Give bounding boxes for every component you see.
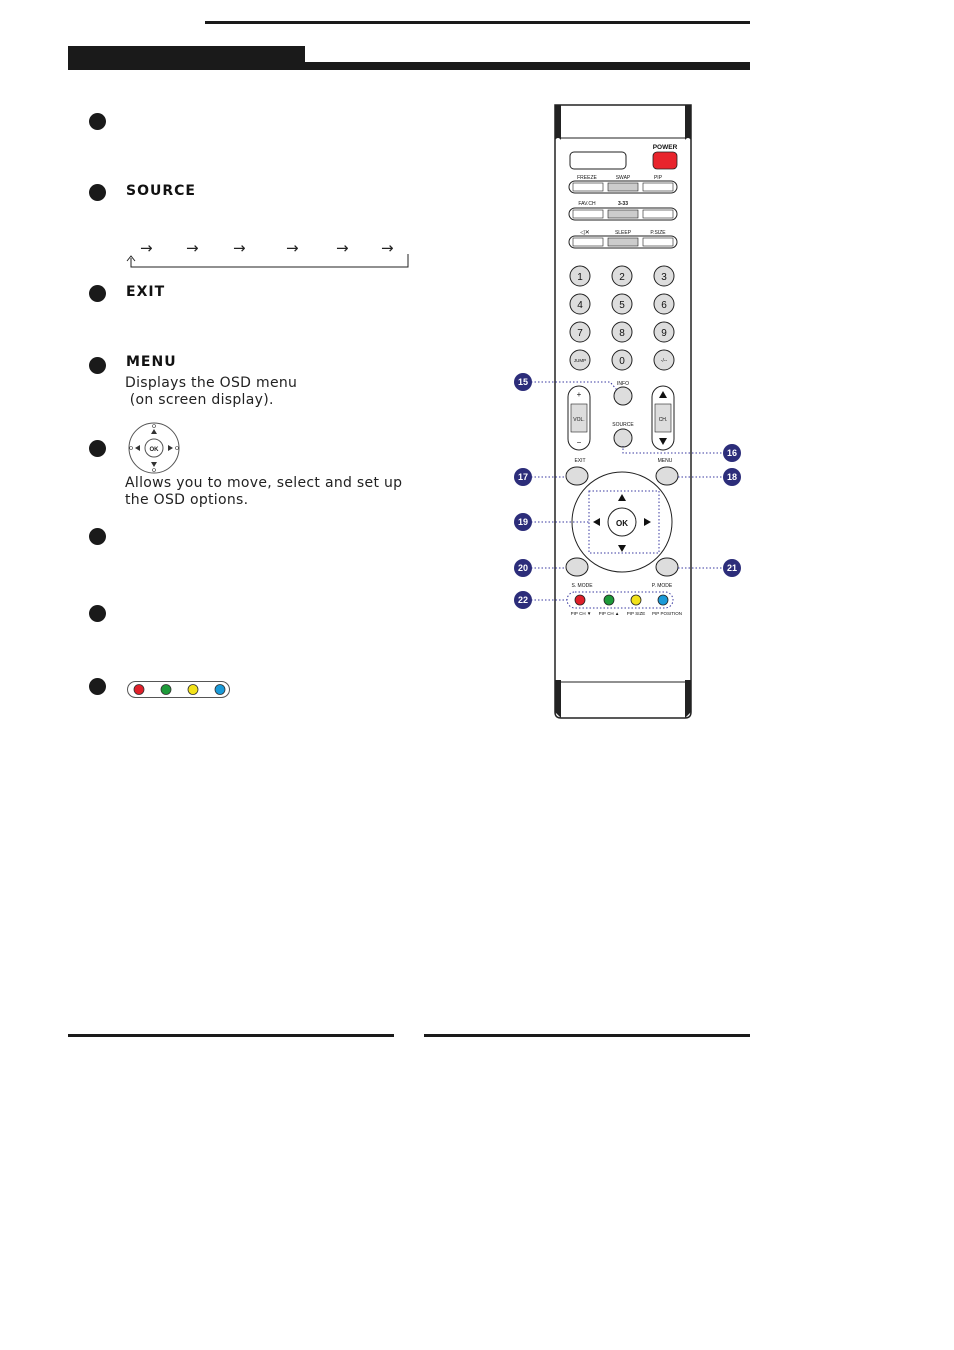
- nav-description-line-1: Allows you to move, select and set up: [125, 475, 403, 491]
- svg-text:PIP POSITION: PIP POSITION: [652, 611, 682, 616]
- nav-pad-ok-text: OK: [149, 447, 159, 453]
- remote-row1-label: FREEZE: [577, 175, 597, 181]
- item-bullet-4: [89, 357, 106, 374]
- remote-row3-label: SLEEP: [614, 230, 632, 236]
- item-title-exit: EXIT: [126, 284, 166, 300]
- menu-description-line-2: (on screen display).: [125, 392, 274, 408]
- remote-vol-text: VOL.: [573, 417, 585, 423]
- item-bullet-2: [89, 184, 106, 201]
- remote-control-illustration: [505, 100, 755, 725]
- item-bullet-3: [89, 285, 106, 302]
- remote-menu-text: MENU: [657, 458, 673, 464]
- footer-rule-left: [68, 1034, 394, 1037]
- svg-text:16: 16: [726, 448, 738, 458]
- remote-row2-label: FAV.CH: [578, 201, 596, 207]
- cycle-arrow: →: [233, 239, 246, 257]
- remote-source-text: SOURCE: [612, 422, 634, 428]
- remote-exit-text: EXIT: [574, 458, 586, 464]
- header-top-rule: [205, 21, 750, 24]
- svg-text:2: 2: [619, 272, 625, 283]
- svg-text:8: 8: [619, 328, 625, 339]
- nav-pad-icon: [126, 421, 182, 475]
- color-key-green-icon: [161, 685, 171, 695]
- remote-row1-label: PIP: [653, 175, 663, 181]
- svg-text:9: 9: [661, 328, 667, 339]
- remote-mute-icon: ◁✕: [580, 230, 590, 236]
- svg-text:17: 17: [517, 472, 529, 482]
- svg-text:15: 15: [517, 377, 529, 387]
- remote-info-button: [614, 387, 632, 405]
- remote-ch-text: CH.: [658, 417, 668, 423]
- svg-text:0: 0: [619, 356, 625, 367]
- remote-row3-label: P.SIZE: [650, 230, 666, 236]
- item-title-menu: MENU: [126, 354, 177, 370]
- remote-row1-label: SWAP: [615, 175, 631, 181]
- svg-text:18: 18: [726, 472, 738, 482]
- cycle-arrow: →: [286, 239, 299, 257]
- color-key-red-icon: [134, 685, 144, 695]
- svg-text:19: 19: [517, 517, 529, 527]
- cycle-arrow: →: [336, 239, 349, 257]
- remote-power-button: [653, 152, 677, 169]
- item-title-source: SOURCE: [126, 183, 196, 199]
- remote-smode-text: S. MODE: [571, 583, 593, 589]
- color-key-yellow-icon: [188, 685, 198, 695]
- item-bullet-1: [89, 113, 106, 130]
- nav-description-line-2: the OSD options.: [125, 492, 249, 508]
- svg-text:22: 22: [517, 595, 529, 605]
- item-bullet-6: [89, 528, 106, 545]
- remote-ok-text: OK: [616, 519, 628, 528]
- svg-text:PIP CH ▼: PIP CH ▼: [570, 611, 592, 616]
- svg-text:4: 4: [577, 300, 583, 311]
- svg-text:7: 7: [577, 328, 583, 339]
- svg-text:PIP CH ▲: PIP CH ▲: [598, 611, 620, 616]
- remote-source-button: [614, 429, 632, 447]
- remote-power-text: POWER: [652, 144, 678, 151]
- svg-text:5: 5: [619, 300, 625, 311]
- footer-rule-right: [424, 1034, 750, 1037]
- cycle-arrow: →: [140, 239, 153, 257]
- remote-info-text: INFO: [617, 381, 629, 387]
- remote-blank-button: [570, 152, 626, 169]
- svg-text:+: +: [576, 390, 582, 399]
- svg-text:20: 20: [517, 563, 529, 573]
- remote-row2-label: 3-33: [617, 201, 629, 207]
- color-key-cyan-icon: [215, 685, 225, 695]
- menu-description-line-1: Displays the OSD menu: [125, 375, 298, 391]
- svg-text:1: 1: [577, 272, 583, 283]
- cycle-arrow: →: [186, 239, 199, 257]
- svg-text:3: 3: [661, 272, 667, 283]
- item-bullet-7: [89, 605, 106, 622]
- svg-text:6: 6: [661, 300, 667, 311]
- item-bullet-8: [89, 678, 106, 695]
- cycle-return-line: [125, 252, 415, 272]
- svg-text:-/--: -/--: [660, 358, 668, 364]
- svg-text:PIP SIZE: PIP SIZE: [626, 611, 646, 616]
- header-bottom-rule: [68, 62, 750, 70]
- cycle-arrow: →: [381, 239, 394, 257]
- item-bullet-5: [89, 440, 106, 457]
- svg-text:JUMP: JUMP: [573, 358, 587, 363]
- remote-pmode-text: P. MODE: [651, 583, 673, 589]
- svg-text:−: −: [576, 438, 582, 447]
- svg-text:21: 21: [726, 563, 738, 573]
- color-keys-icon: [126, 680, 232, 700]
